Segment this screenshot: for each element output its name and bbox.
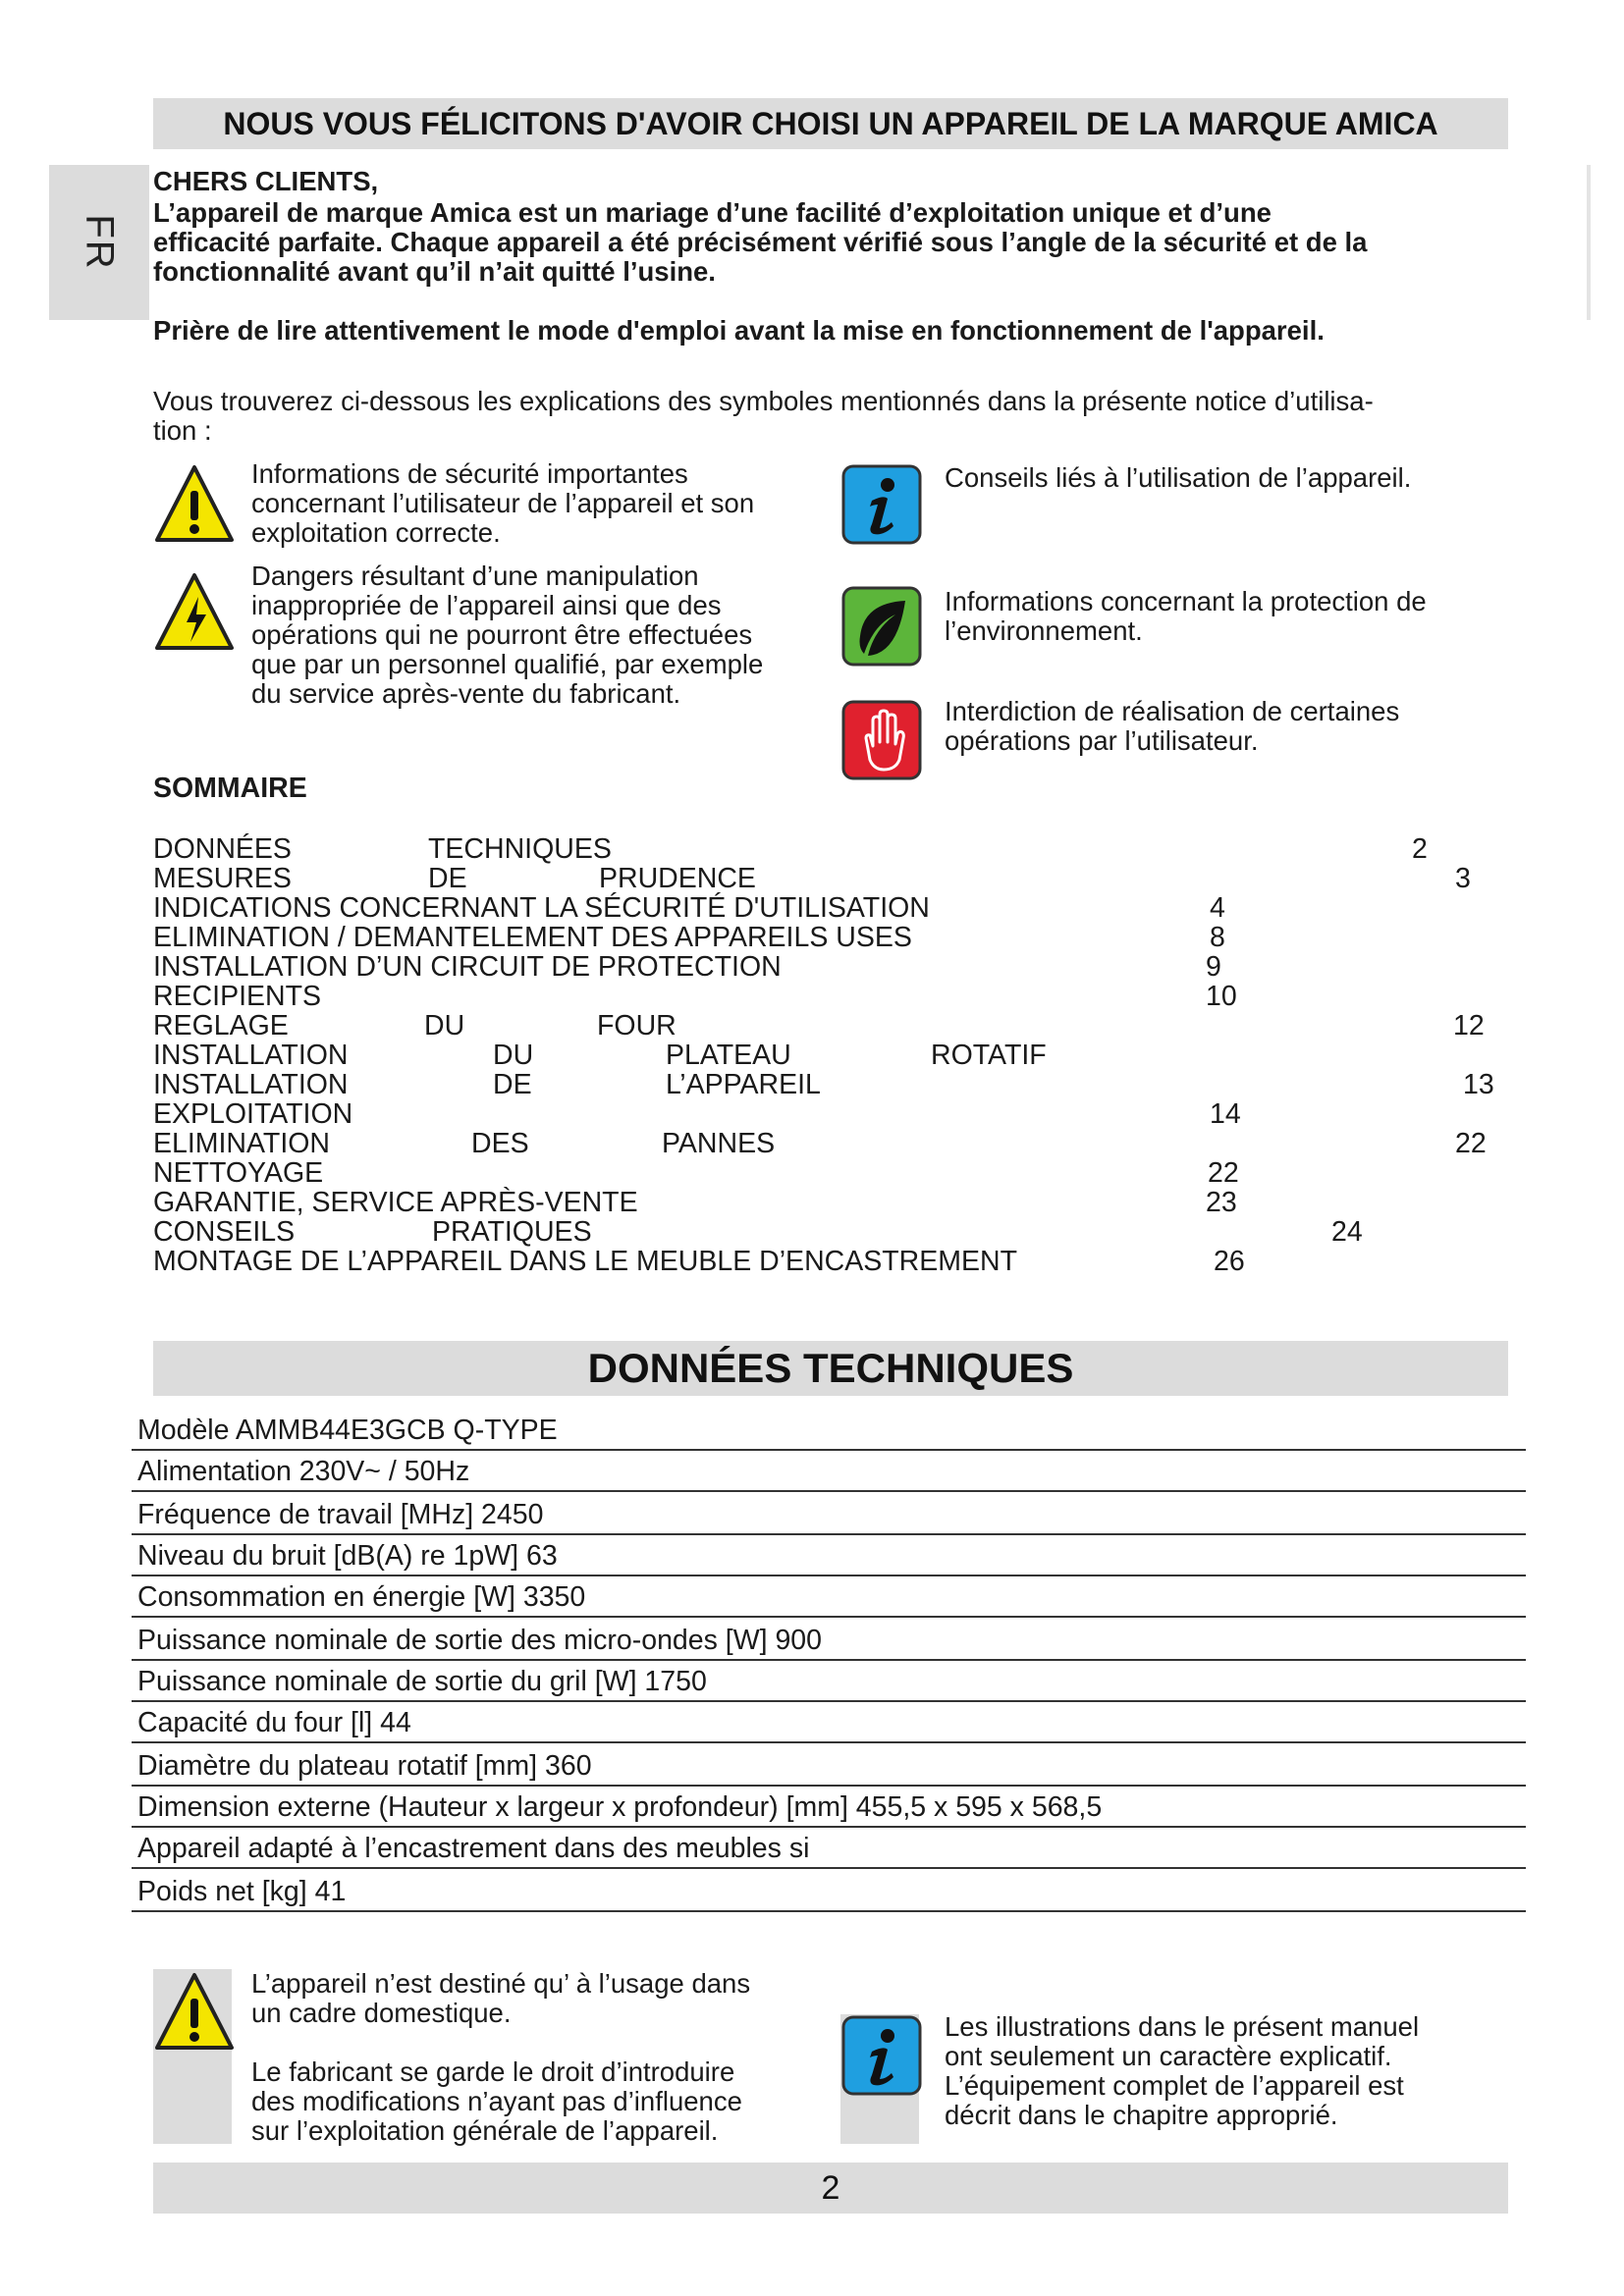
toc-entry-word: CONSEILS — [153, 1216, 296, 1248]
toc-entry-word: L’APPAREIL — [666, 1069, 821, 1100]
symbols-intro-1: Vous trouverez ci-dessous les explications des symboles mentionnés dans la présente notice d’utilisa- — [153, 386, 1374, 416]
toc-entry-page: 9 — [1206, 951, 1221, 983]
manufacturer-note — [251, 2057, 742, 2146]
toc-entry — [153, 923, 1508, 952]
toc-entry-page: 3 — [1455, 863, 1471, 894]
toc-entry-word: DES — [471, 1128, 529, 1159]
toc-entry-page: 12 — [1453, 1010, 1485, 1041]
intro-line-3: fonctionnalité avant qu’il n’ait quitté l’usine. — [153, 256, 716, 287]
spec-row: Appareil adapté à l’encastrement dans des meubles si — [132, 1828, 1526, 1869]
info-i-icon — [840, 2014, 923, 2097]
toc-entry-word: PRATIQUES — [432, 1216, 592, 1248]
danger-text-2: inappropriée de l’appareil ainsi que des — [251, 590, 722, 620]
toc-entry-title: RECIPIENTS — [153, 981, 322, 1012]
toc-entry-word: DU — [493, 1040, 534, 1071]
illustrations-text-1: Les illustrations dans le présent manuel — [945, 2011, 1420, 2042]
eco-description — [945, 587, 1427, 646]
symbols-intro-2: tion : — [153, 415, 212, 446]
domestic-text-1: L’appareil n’est destiné qu’ à l’usage dans — [251, 1968, 751, 1999]
manufacturer-text-2: des modifications n’ayant pas d’influence — [251, 2086, 742, 2116]
toc-entry — [153, 1070, 1508, 1099]
header-banner: NOUS VOUS FÉLICITONS D'AVOIR CHOISI UN APPAREIL DE LA MARQUE AMICA — [153, 98, 1508, 149]
illustrations-text-3: L’équipement complet de l’appareil est — [945, 2070, 1404, 2101]
toc-entry-word: TECHNIQUES — [428, 833, 612, 865]
illustrations-note — [945, 2012, 1419, 2130]
illustrations-text-4: décrit dans le chapitre approprié. — [945, 2100, 1338, 2130]
illustrations-text-2: ont seulement un caractère explicatif. — [945, 2041, 1392, 2071]
toc-entry-word: PANNES — [662, 1128, 776, 1159]
warning-text-1: Informations de sécurité importantes — [251, 458, 688, 489]
toc-entry-title: EXPLOITATION — [153, 1098, 353, 1130]
toc-entry-word: PLATEAU — [666, 1040, 791, 1071]
toc-title: SOMMAIRE — [153, 773, 307, 804]
info-i-icon — [840, 463, 923, 546]
spec-row: Alimentation 230V~ / 50Hz — [132, 1451, 1526, 1492]
toc-entry-page: 22 — [1455, 1128, 1487, 1159]
info-description — [945, 463, 1411, 493]
spec-row: Puissance nominale de sortie des micro-ondes [W] 900 — [132, 1620, 1526, 1661]
intro-line-1: L’appareil de marque Amica est un mariage d’une facilité d’exploitation unique et d’une — [153, 197, 1272, 228]
toc-entry-title: NETTOYAGE — [153, 1157, 324, 1189]
toc-entry-title: ELIMINATION / DEMANTELEMENT DES APPAREILS USES — [153, 922, 912, 953]
eco-text-1: Informations concernant la protection de — [945, 586, 1427, 616]
stop-hand-icon — [840, 699, 923, 781]
warning-triangle-icon — [153, 461, 236, 546]
greeting: CHERS CLIENTS, — [153, 166, 379, 196]
spec-row: Capacité du four [l] 44 — [132, 1702, 1526, 1743]
toc-entry-word: FOUR — [597, 1010, 677, 1041]
toc-entry-word: PRUDENCE — [599, 863, 756, 894]
toc-entry-page: 4 — [1210, 892, 1225, 924]
toc-entry-title: INDICATIONS CONCERNANT LA SÉCURITÉ D'UTILISATION — [153, 892, 930, 924]
toc-entry-title: INSTALLATION D’UN CIRCUIT DE PROTECTION — [153, 951, 782, 983]
lightning-triangle-icon — [153, 569, 236, 654]
toc-entry — [153, 1217, 1508, 1247]
toc-entry — [153, 1129, 1508, 1158]
toc-entry-page: 23 — [1206, 1187, 1237, 1218]
toc-entry — [153, 1011, 1508, 1041]
spec-row: Consommation en énergie [W] 3350 — [132, 1576, 1526, 1618]
info-text-1: Conseils liés à l’utilisation de l’appareil. — [945, 462, 1412, 493]
toc-entry-page: 26 — [1214, 1246, 1245, 1277]
toc-entry — [153, 893, 1508, 923]
prohibit-text-2: opérations par l’utilisateur. — [945, 725, 1259, 756]
toc-entry-page: 13 — [1463, 1069, 1494, 1100]
warning-text-2: concernant l’utilisateur de l’appareil et son — [251, 488, 755, 518]
read-notice: Prière de lire attentivement le mode d'emploi avant la mise en fonctionnement de l'appareil. — [153, 315, 1325, 346]
toc-entry — [153, 834, 1508, 864]
toc-entry — [153, 952, 1508, 982]
domestic-text-2: un cadre domestique. — [251, 1998, 512, 2028]
toc-entry-title: GARANTIE, SERVICE APRÈS-VENTE — [153, 1187, 638, 1218]
page-number: 2 — [153, 2163, 1508, 2214]
toc-entry-page: 10 — [1206, 981, 1237, 1012]
toc-entry-title: MONTAGE DE L’APPAREIL DANS LE MEUBLE D’ENCASTREMENT — [153, 1246, 1017, 1277]
spec-row: Dimension externe (Hauteur x largeur x profondeur) [mm] 455,5 x 595 x 568,5 — [132, 1787, 1526, 1828]
danger-text-3: opérations qui ne pourront être effectuées — [251, 619, 753, 650]
toc-entry — [153, 1041, 1508, 1070]
toc-entry — [153, 982, 1508, 1011]
toc-entry-page: 22 — [1208, 1157, 1239, 1189]
toc-entry — [153, 1188, 1508, 1217]
manufacturer-text-1: Le fabricant se garde le droit d’introduire — [251, 2056, 735, 2087]
toc-entry-word: DE — [428, 863, 467, 894]
toc-entry-page: 8 — [1210, 922, 1225, 953]
toc-entry-page: 14 — [1210, 1098, 1241, 1130]
spec-row: Niveau du bruit [dB(A) re 1pW] 63 — [132, 1535, 1526, 1576]
toc-entry — [153, 1158, 1508, 1188]
language-tab-label: FR — [78, 214, 122, 271]
toc-entry — [153, 864, 1508, 893]
toc-entry-word: INSTALLATION — [153, 1069, 349, 1100]
toc-entry-word: DU — [424, 1010, 465, 1041]
toc-entry-word: ELIMINATION — [153, 1128, 330, 1159]
intro-line-2: efficacité parfaite. Chaque appareil a été précisément vérifié sous l’angle de la sécurité et de la — [153, 227, 1368, 257]
spec-row: Diamètre du plateau rotatif [mm] 360 — [132, 1745, 1526, 1787]
domestic-use-note — [251, 1969, 750, 2028]
danger-text-5: du service après-vente du fabricant. — [251, 678, 681, 709]
eco-text-2: l’environnement. — [945, 615, 1143, 646]
toc-entry-word: DE — [493, 1069, 532, 1100]
toc-entry — [153, 1099, 1508, 1129]
warning-description — [251, 459, 754, 548]
language-tab — [49, 165, 149, 320]
leaf-icon — [840, 585, 923, 667]
toc-entry-word: DONNÉES — [153, 833, 292, 865]
manufacturer-text-3: sur l’exploitation générale de l’appareil. — [251, 2115, 719, 2146]
toc-entry-word: ROTATIF — [931, 1040, 1047, 1071]
tech-data-banner: DONNÉES TECHNIQUES — [153, 1341, 1508, 1396]
toc-entry-word: REGLAGE — [153, 1010, 289, 1041]
danger-text-1: Dangers résultant d’une manipulation — [251, 561, 699, 591]
toc-entry — [153, 1247, 1508, 1276]
prohibit-text-1: Interdiction de réalisation de certaines — [945, 696, 1400, 726]
spec-row: Poids net [kg] 41 — [132, 1871, 1526, 1912]
toc-entry-word: MESURES — [153, 863, 292, 894]
toc-entry-page: 2 — [1412, 833, 1428, 865]
prohibit-description — [945, 697, 1399, 756]
spec-row: Modèle AMMB44E3GCB Q-TYPE — [132, 1410, 1526, 1451]
danger-text-4: que par un personnel qualifié, par exemple — [251, 649, 764, 679]
toc-entry-word: INSTALLATION — [153, 1040, 349, 1071]
right-edge-rule — [1587, 165, 1591, 320]
spec-row: Puissance nominale de sortie du gril [W] 1750 — [132, 1661, 1526, 1702]
toc-entry-page: 24 — [1331, 1216, 1363, 1248]
warning-triangle-icon — [153, 1969, 236, 2054]
warning-text-3: exploitation correcte. — [251, 517, 501, 548]
danger-description — [251, 561, 763, 709]
spec-row: Fréquence de travail [MHz] 2450 — [132, 1494, 1526, 1535]
